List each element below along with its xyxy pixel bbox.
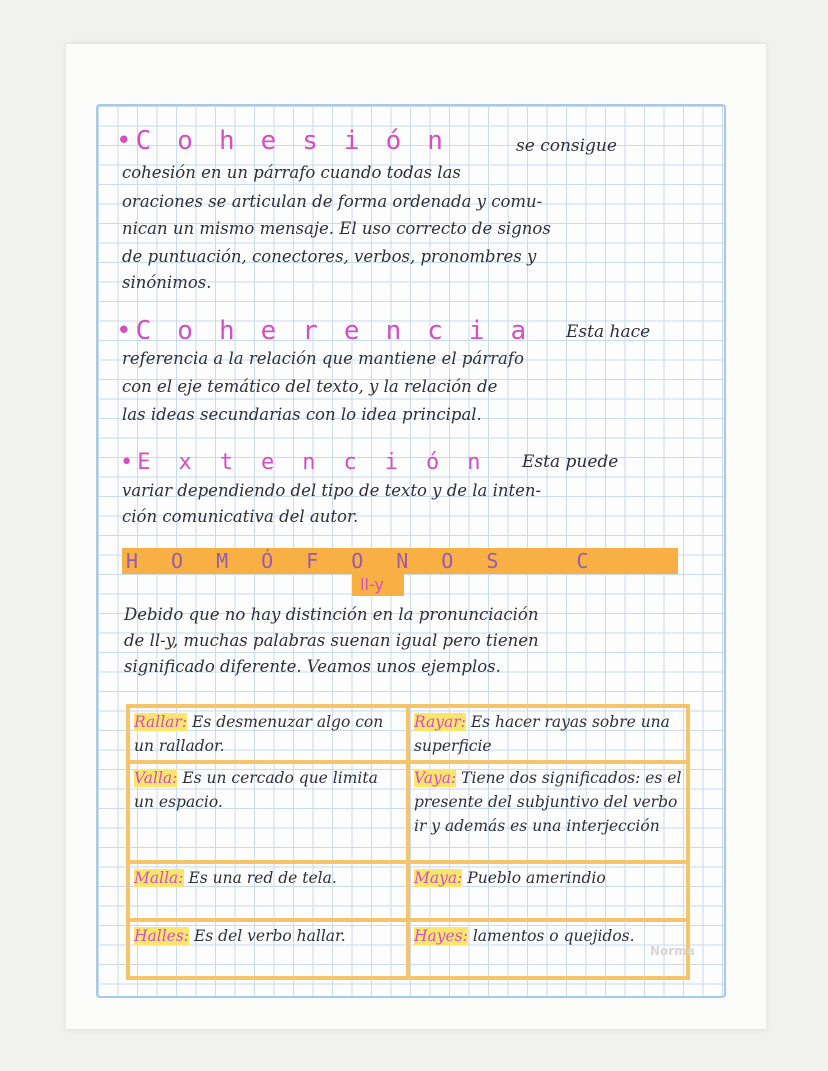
cohesion-title-tail: se consigue (516, 136, 617, 156)
cohesion-title: • Cohesión (116, 126, 469, 156)
homofonos-title-highlight (122, 548, 678, 574)
homofonos-line-2: de ll-y, muchas palabras suenan igual pero tienen (124, 631, 539, 650)
homofonos-line-3: significado diferente. Veamos unos ejemplos. (124, 657, 501, 676)
term-definition: Pueblo amerindio (467, 869, 606, 887)
cohesion-line-3: nican un mismo mensaje. El uso correcto de signos (122, 219, 551, 238)
coherencia-title-tail: Esta hace (566, 322, 651, 342)
homofonos-subtitle-highlight (352, 574, 404, 596)
coherencia-line-1: referencia a la relación que mantiene el párrafo (122, 349, 524, 368)
table-cell (408, 706, 688, 762)
brand-watermark: Norma (650, 944, 695, 958)
term-definition: Es un cercado que limita un espacio. (134, 769, 378, 811)
cohesion-line-2: oraciones se articulan de forma ordenada y comu- (122, 192, 543, 211)
term-definition: Es hacer rayas sobre una superficie (414, 713, 670, 755)
table-row (128, 862, 688, 920)
extencion-title-tail: Esta puede (522, 452, 619, 472)
table-cell (128, 762, 408, 862)
term-label: Rallar: (134, 713, 188, 731)
homofonos-line-1: Debido que no hay distinción en la pronunciación (124, 605, 539, 624)
table-cell (128, 706, 408, 762)
extencion-line-1: variar dependiendo del tipo de texto y de la inten- (122, 481, 542, 500)
term-label: Valla: (134, 769, 178, 787)
homophones-table (126, 704, 690, 980)
term-definition: lamentos o quejidos. (472, 927, 635, 945)
table-row (128, 706, 688, 762)
coherencia-line-2: con el eje temático del texto, y la relación de (122, 377, 498, 396)
table-row (128, 920, 688, 978)
term-definition: Tiene dos significados: es el presente del subjuntivo del verbo ir y además es una interjección (414, 769, 682, 835)
table-row (128, 762, 688, 862)
term-label: Rayar: (414, 713, 466, 731)
extencion-line-2: ción comunicativa del autor. (122, 507, 359, 526)
term-label: Hayes: (414, 927, 468, 945)
term-definition: Es una red de tela. (188, 869, 337, 887)
term-label: Maya: (414, 869, 463, 887)
cohesion-line-1: cohesión en un párrafo cuando todas las (122, 163, 461, 182)
cohesion-line-5: sinónimos. (122, 273, 212, 292)
term-label: Malla: (134, 869, 184, 887)
homofonos-title: HOMÓFONOS C (126, 549, 622, 573)
cohesion-line-4: de puntuación, conectores, verbos, pronombres y (122, 247, 537, 266)
term-label: Halles: (134, 927, 190, 945)
table-cell (408, 862, 688, 920)
table-cell (128, 862, 408, 920)
term-definition: Es desmenuzar algo con un rallador. (134, 713, 384, 755)
table-cell (408, 762, 688, 862)
term-label: Vaya: (414, 769, 457, 787)
table-cell (408, 920, 688, 978)
homofonos-subtitle: ll-y (360, 575, 384, 594)
coherencia-line-3: las ideas secundarias con lo idea principal. (122, 405, 482, 424)
term-definition: Es del verbo hallar. (193, 927, 346, 945)
table-cell (128, 920, 408, 978)
coherencia-title: • Coherencia (116, 316, 553, 346)
extencion-title: • Extención (120, 450, 509, 475)
